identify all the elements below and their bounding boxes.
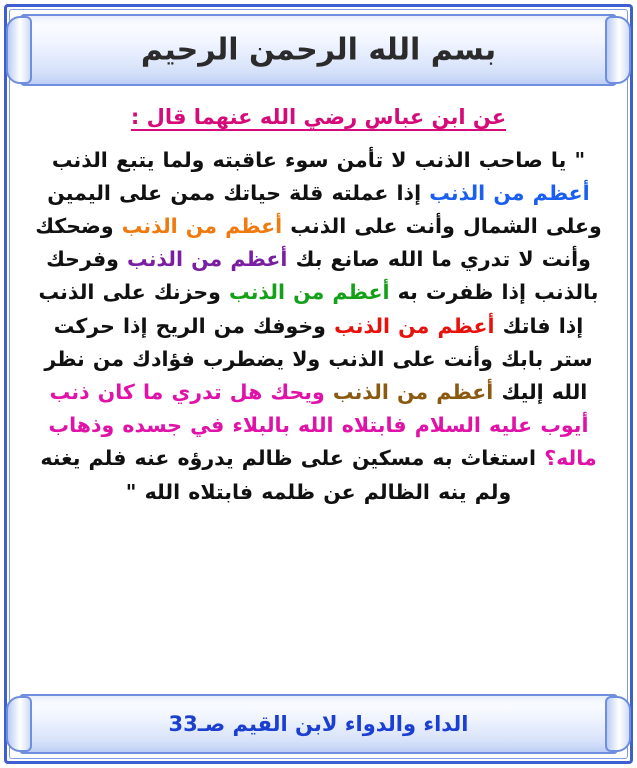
body-segment-10: وخوفك من الريح إذا حركت ستر بابك وأنت على الذنب ولا يضطرب فؤادك من نظر الله إليك — [44, 313, 593, 404]
body-segment-7: أعظم من الذنب — [229, 280, 390, 305]
body-segment-3: أعظم من الذنب — [121, 213, 283, 238]
top-scroll-banner — [14, 14, 623, 86]
body-segment-8: وحزنك على الذنب إذا فاتك — [38, 280, 584, 338]
narration-heading: عن ابن عباس رضي الله عنهما قال : — [130, 105, 507, 129]
narration-body — [32, 144, 605, 509]
body-segment-6: وفرحك بالذنب إذا ظفرت به — [46, 247, 599, 305]
body-segment-4: وضحكك وأنت لا تدري ما الله صانع بك — [35, 213, 591, 272]
body-segment-0: " يا صاحب الذنب لا تأمن سوء عاقبته ولما يتبع الذنب — [51, 147, 586, 172]
body-segment-12: ويحك هل تدري ما كان ذنب أيوب عليه السلام فابتلاه الله بالبلاء في جسده وذهاب ماله؟ — [48, 379, 597, 471]
body-segment-2: إذا عملته قلة حياتك ممن على اليمين وعلى الشمال وأنت على الذنب — [47, 180, 602, 238]
source-reference: الداء والدواء لابن القيم صـ33 — [168, 712, 469, 736]
basmala-text: بسم الله الرحمن الرحيم — [140, 32, 497, 68]
body-segment-13: استغاث به مسكين على ظالم يدرؤه عنه فلم يغنه ولم ينه الظالم عن ظلمه فابتلاه الله " — [40, 446, 537, 504]
main-content — [26, 92, 611, 686]
body-segment-5: أعظم من الذنب — [127, 247, 288, 272]
body-segment-9: أعظم من الذنب — [334, 313, 495, 338]
bottom-scroll-banner — [14, 694, 623, 754]
body-segment-1: أعظم من الذنب — [429, 180, 590, 205]
body-segment-11: أعظم من الذنب — [332, 379, 494, 404]
